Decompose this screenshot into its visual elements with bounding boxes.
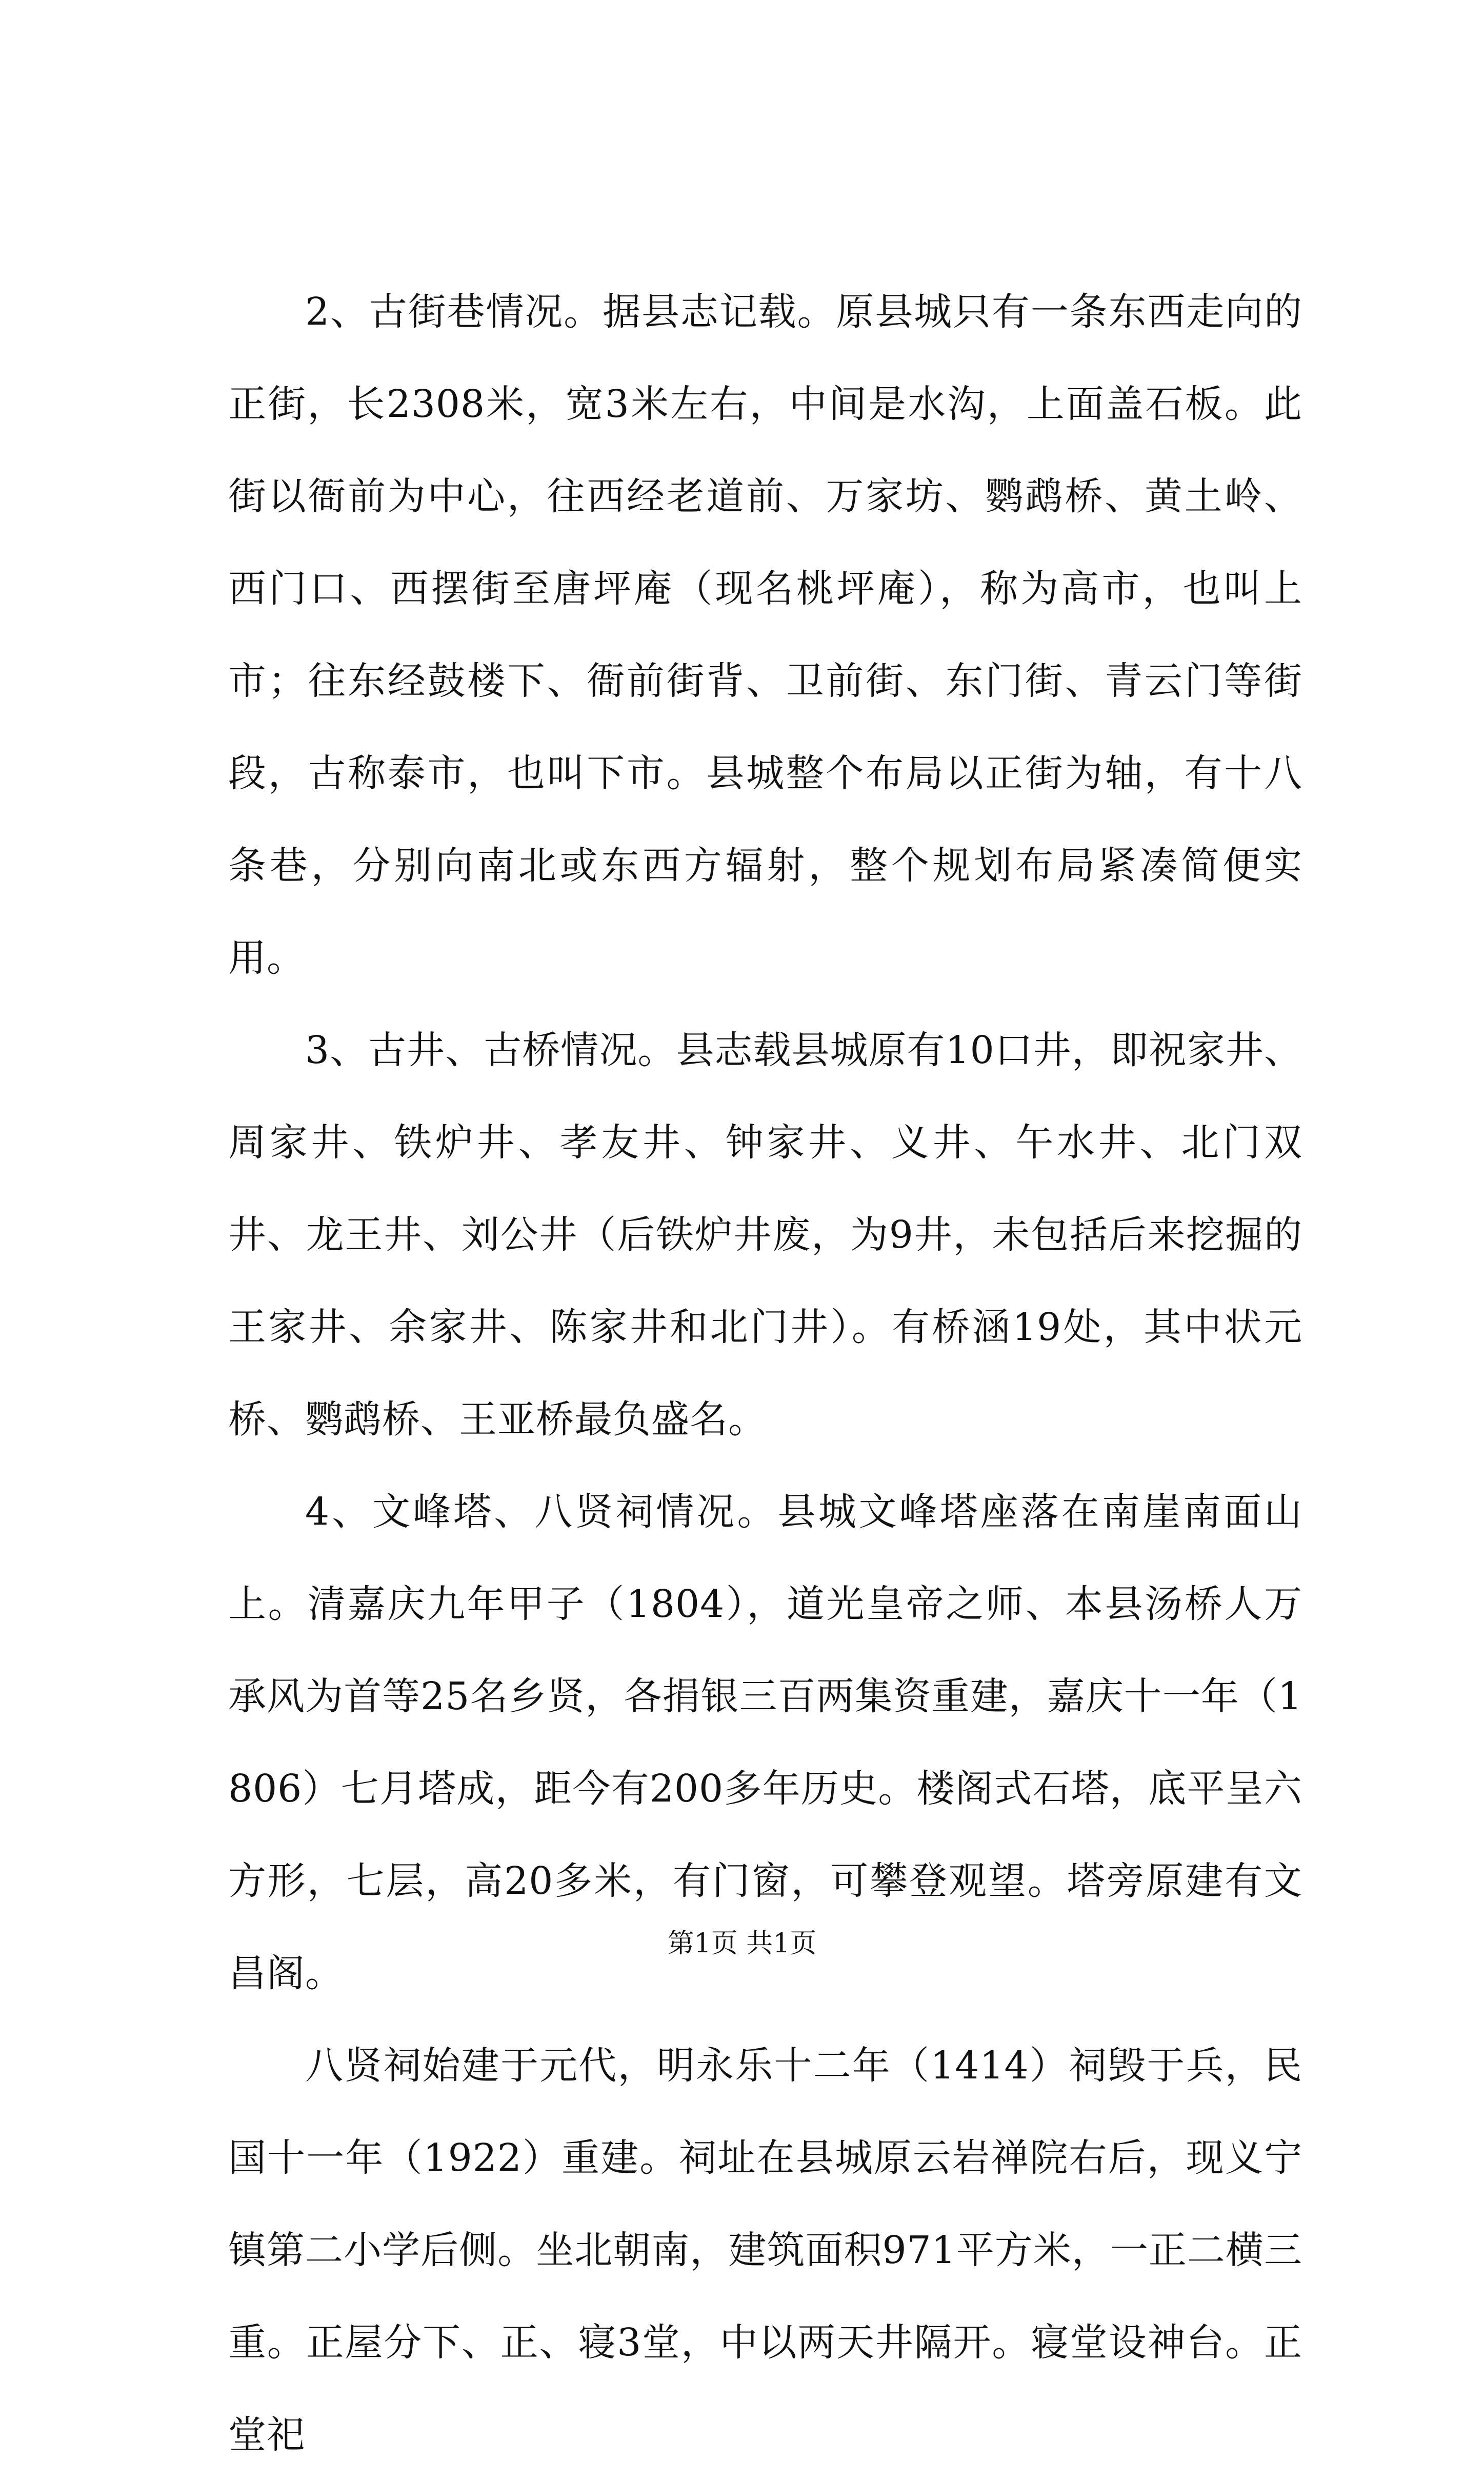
paragraph-wenfeng-pagoda: 4、文峰塔、八贤祠情况。县城文峰塔座落在南崖南面山上。清嘉庆九年甲子（1804），道光皇帝之师、本县汤桥人万承风为首等25名乡贤，各捐银三百两集资重建，嘉庆十一年（1806）七月塔成，距今有200多年历史。楼阁式石塔，底平呈六方形，七层，高20多米，有门窗，可攀登观望。塔旁原建有文昌阁。: [228, 1490, 1302, 1995]
paragraph-old-streets: 2、古街巷情况。据县志记载。原县城只有一条东西走向的正街，长2308米，宽3米左右，中间是水沟，上面盖石板。此街以衙前为中心，往西经老道前、万家坊、鹦鹉桥、黄土岭、西门口、西摆街至唐坪庵（现名桃坪庵），称为高市，也叫上市；往东经鼓楼下、衙前街背、卫前街、东门街、青云门等街段，古称泰市，也叫下市。县城整个布局以正街为轴，有十八条巷，分别向南北或东西方辐射，整个规划布局紧凑简便实用。: [228, 290, 1302, 980]
document-body: [228, 266, 1302, 2481]
page-footer: 第1页 共1页: [667, 1928, 817, 1959]
paragraph-baxian-temple: 八贤祠始建于元代，明永乐十二年（1414）祠毁于兵，民国十一年（1922）重建。祠址在县城原云岩禅院右后，现义宁镇第二小学后侧。坐北朝南，建筑面积971平方米，一正二横三重。正屋分下、正、寝3堂，中以两天井隔开。寝堂设神台。正堂祀: [228, 2044, 1302, 2457]
paragraph-old-wells-bridges: 3、古井、古桥情况。县志载县城原有10口井，即祝家井、周家井、铁炉井、孝友井、钟家井、义井、午水井、北门双井、龙王井、刘公井（后铁炉井废，为9井，未包括后来挖掘的王家井、余家井、陈家井和北门井）。有桥涵19处，其中状元桥、鹦鹉桥、王亚桥最负盛名。: [228, 1028, 1302, 1442]
